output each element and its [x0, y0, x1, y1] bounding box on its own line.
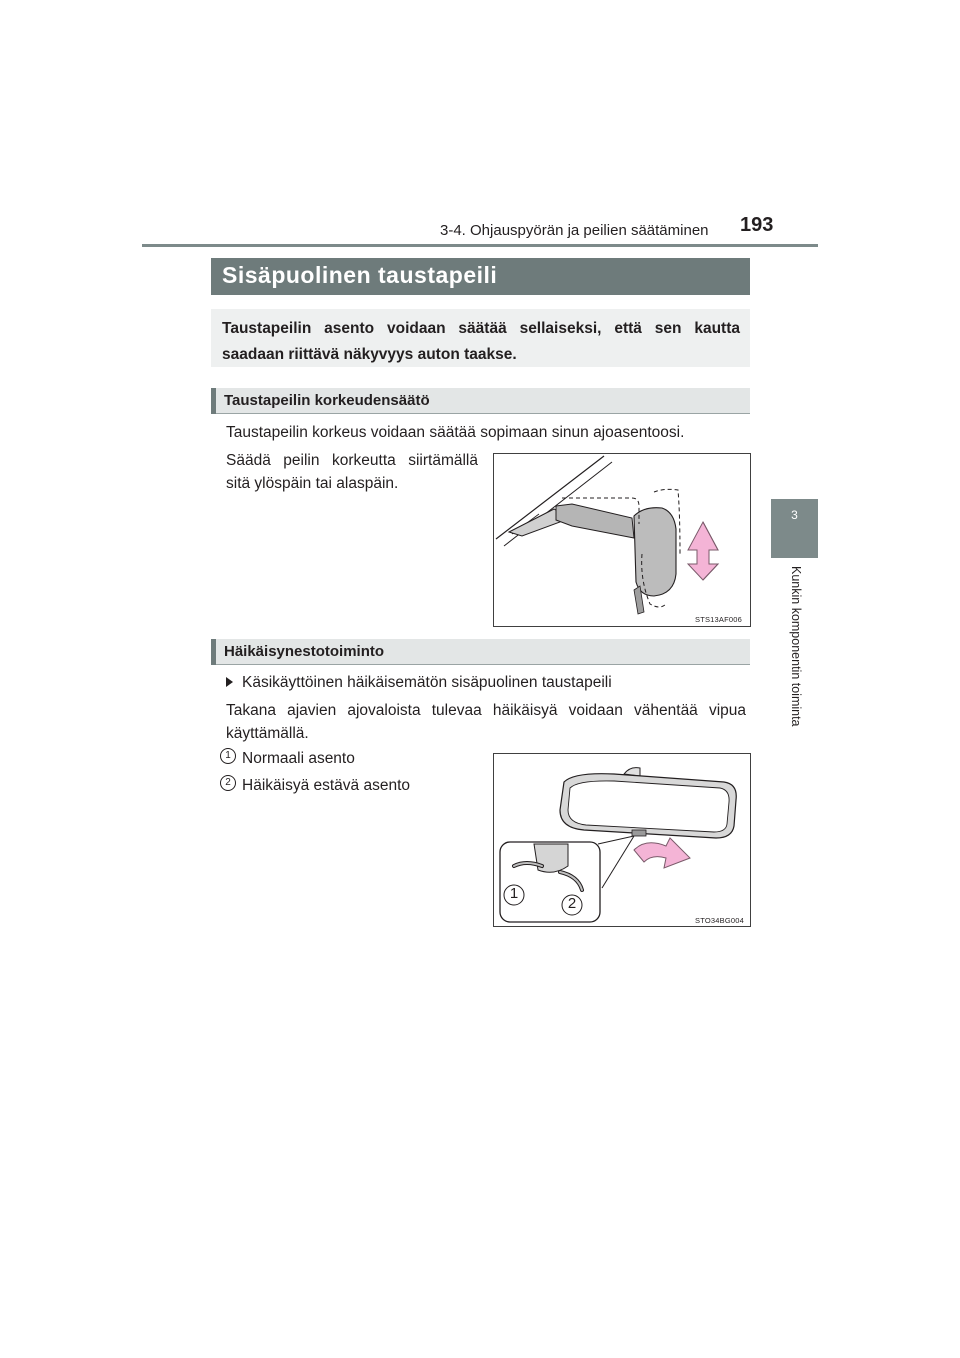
bullet-triangle-icon: [226, 677, 233, 687]
item-label: Normaali asento: [242, 750, 355, 767]
anti-glare-heading: Häikäisynestotoiminto: [224, 643, 385, 660]
height-adjust-heading: Taustapeilin korkeudensäätö: [224, 392, 430, 409]
figure-code: STO34BG004: [695, 916, 744, 925]
anti-glare-body: Takana ajavien ajovaloista tulevaa häikäisyä voidaan vähentää vipua käyttämällä.: [226, 702, 746, 742]
figure-code: STS13AF006: [695, 615, 743, 624]
header-rule: [142, 244, 818, 247]
intro-text: Taustapeilin asento voidaan säätää sellaiseksi, että sen kautta saadaan riittävä näkyvyys auton taakse.: [222, 320, 740, 363]
height-adjust-instruction: Säädä peilin korkeutta siirtämällä sitä ylöspäin tai alaspäin.: [226, 452, 478, 492]
item-label: Häikäisyä estävä asento: [242, 777, 411, 794]
mirror-height-illustration: [494, 454, 750, 626]
figure-label-1: 1: [509, 885, 519, 902]
heading-accent: [211, 639, 216, 665]
height-adjust-body: Taustapeilin korkeus voidaan säätää sopimaan sinun ajoasentoosi.: [226, 424, 685, 441]
mirror-height-figure: [493, 453, 751, 627]
chapter-label: Kunkin komponentin toiminta: [789, 566, 803, 727]
heading-accent: [211, 388, 216, 414]
figure-label-2: 2: [567, 895, 577, 912]
page-number: 193: [740, 214, 774, 236]
item-number: 1: [220, 748, 236, 764]
anti-glare-bullet: Käsikäyttöinen häikäisemätön sisäpuolinen taustapeili: [242, 674, 612, 691]
item-number: 2: [220, 775, 236, 791]
chapter-number: 3: [791, 508, 798, 522]
page-title: Sisäpuolinen taustapeili: [222, 262, 498, 288]
section-title: 3-4. Ohjauspyörän ja peilien säätäminen: [440, 222, 709, 239]
